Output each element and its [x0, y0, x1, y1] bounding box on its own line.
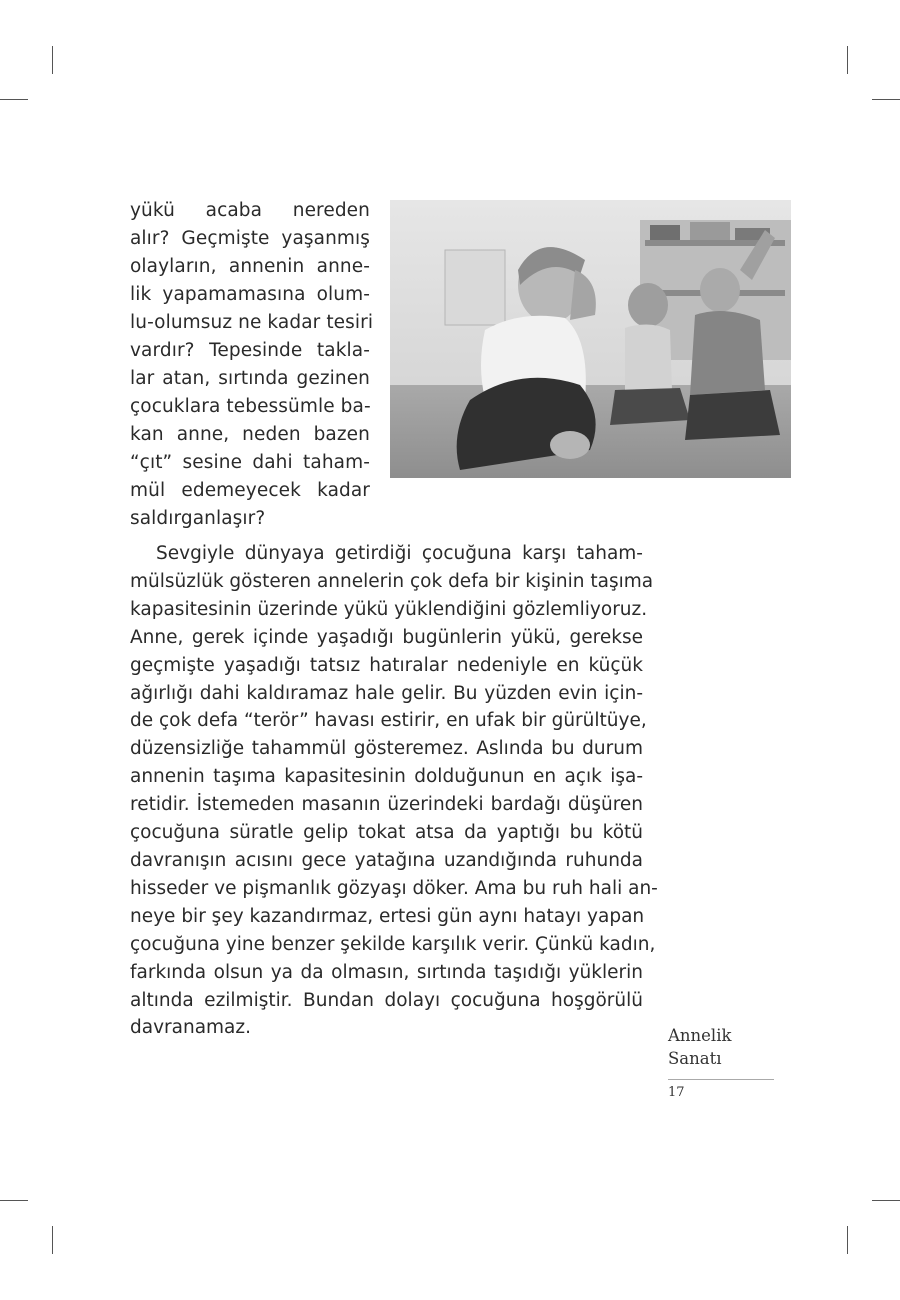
running-title	[668, 1024, 774, 1070]
text-line: çocuğuna süratle gelip tokat atsa da yaptığı bu kötü	[130, 822, 643, 844]
photo-mother-with-children	[390, 200, 791, 478]
text-line: mül edemeyecek kadar	[130, 480, 370, 501]
photo-illustration	[390, 200, 791, 478]
intro-text-column	[130, 197, 374, 533]
text-line: ağırlığı dahi kaldıramaz hale gelir. Bu yüzden evin için-	[130, 682, 643, 704]
text-line: geçmişte yaşadığı tatsız hatıralar nedeniyle en küçük	[130, 654, 643, 676]
text-line: retidir. İstemeden masanın üzerindeki bardağı düşüren	[130, 794, 643, 816]
page-number: 17	[668, 1085, 685, 1100]
crop-mark-bottom-right-h	[872, 1200, 900, 1201]
text-line: de çok defa “terör” havası estirir, en ufak bir gürültüye,	[130, 710, 647, 732]
crop-mark-top-left	[52, 46, 53, 74]
crop-mark-top-left-h	[0, 99, 28, 100]
text-line: çocuklara tebessümle ba-	[130, 396, 371, 417]
text-line: davranışın acısını gece yatağına uzandığında ruhunda	[130, 849, 643, 871]
text-line: neye bir şey kazandırmaz, ertesi gün aynı hatayı yapan	[130, 905, 645, 927]
text-line: annenin taşıma kapasitesinin dolduğunun en açık işa-	[130, 766, 643, 788]
text-line: altında ezilmiştir. Bundan dolayı çocuğuna hoşgörülü	[130, 989, 643, 1011]
text-line: vardır? Tepesinde takla-	[130, 340, 370, 361]
text-line: “çıt” sesine dahi taham-	[130, 452, 370, 473]
text-line: lu-olumsuz ne kadar tesiri	[130, 312, 374, 333]
text-line: kan anne, neden bazen	[130, 424, 370, 445]
text-line: düzensizliğe tahammül gösteremez. Aslında bu durum	[130, 738, 643, 760]
crop-mark-top-right-h	[872, 99, 900, 100]
running-title-rule	[668, 1079, 774, 1080]
crop-mark-bottom-left	[52, 1226, 53, 1254]
running-title-line-2: Sanatı	[668, 1049, 722, 1068]
text-line: mülsüzlük gösteren annelerin çok defa bir kişinin taşıma	[130, 570, 654, 592]
text-line: Sevgiyle dünyaya getirdiği çocuğuna karşı taham-	[156, 543, 643, 564]
text-line: hisseder ve pişmanlık gözyaşı döker. Ama bu ruh hali an-	[130, 877, 658, 899]
text-line: lik yapamamasına olum-	[130, 284, 370, 305]
crop-mark-bottom-left-h	[0, 1200, 28, 1201]
text-line: kapasitesinin üzerinde yükü yüklendiğini gözlemliyoruz.	[130, 598, 648, 620]
text-line: Anne, gerek içinde yaşadığı bugünlerin yükü, gerekse	[130, 626, 643, 648]
crop-mark-bottom-right	[847, 1226, 848, 1254]
text-line: lar atan, sırtında gezinen	[130, 368, 370, 389]
running-title-line-1: Annelik	[668, 1026, 732, 1045]
text-line: farkında olsun ya da olmasın, sırtında taşıdığı yüklerin	[130, 961, 643, 983]
text-line: davranamaz.	[130, 1017, 251, 1039]
text-line: yükü acaba nereden	[130, 200, 370, 221]
text-line: olayların, annenin anne-	[130, 256, 370, 277]
main-paragraph	[130, 540, 658, 1042]
text-line: saldırganlaşır?	[130, 508, 266, 529]
text-line: alır? Geçmişte yaşanmış	[130, 228, 370, 249]
text-line: çocuğuna yine benzer şekilde karşılık verir. Çünkü kadın,	[130, 933, 656, 955]
crop-mark-top-right	[847, 46, 848, 74]
